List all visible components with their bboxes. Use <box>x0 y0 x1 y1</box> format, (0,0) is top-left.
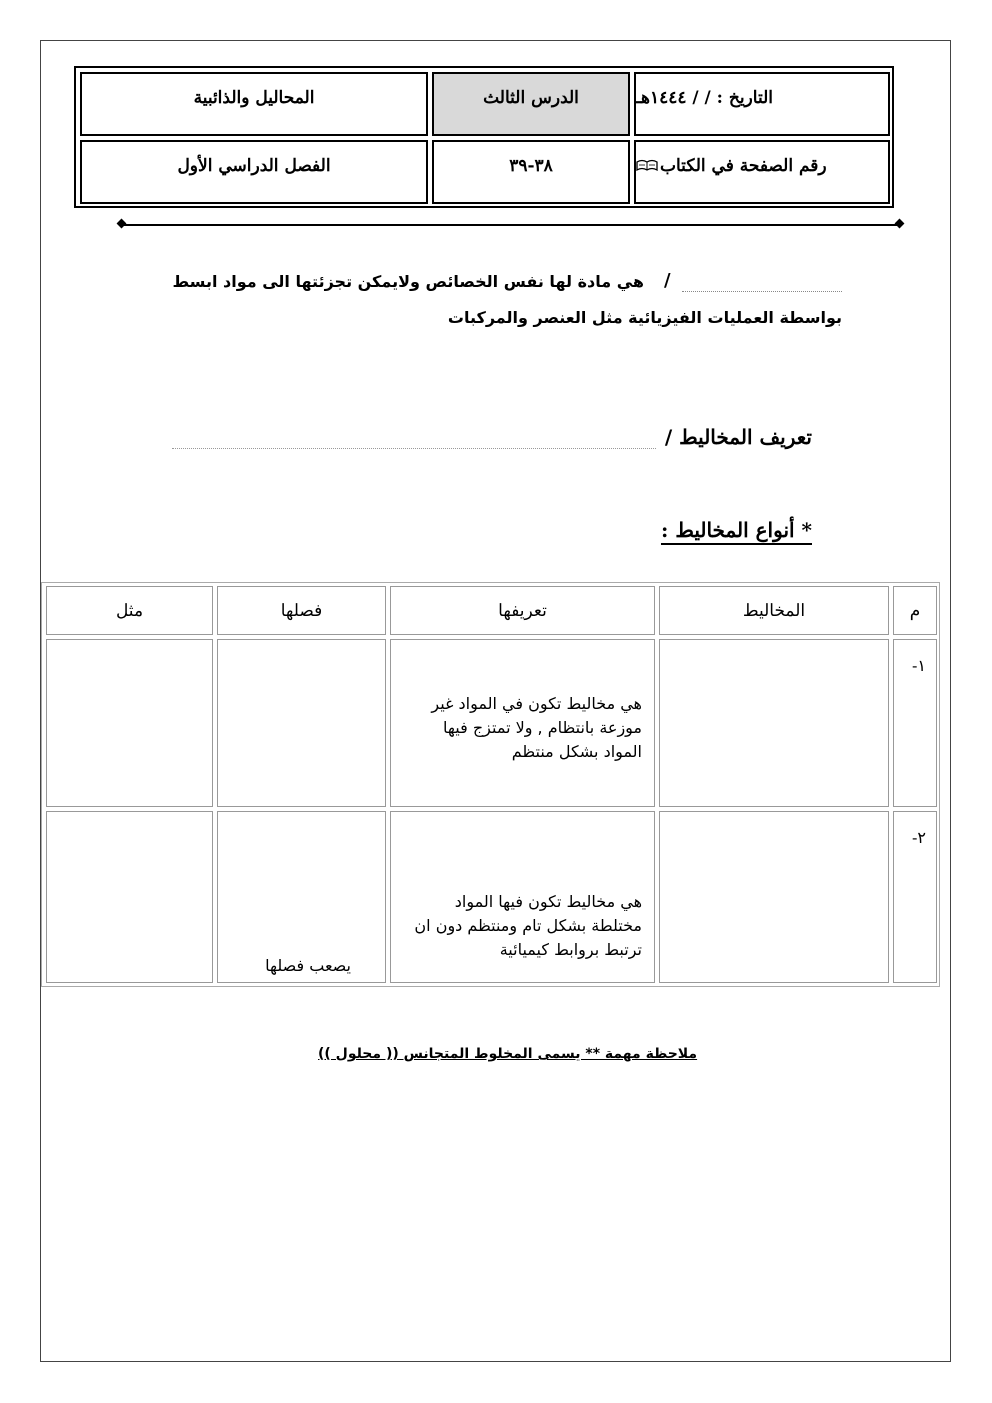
definition-slash: / <box>664 270 671 291</box>
date-label: التاريخ : / / ١٤٤٤هـ <box>636 88 773 108</box>
lesson-label: الدرس الثالث <box>483 88 579 108</box>
mixture-types-title: * أنواع المخاليط : <box>660 518 812 542</box>
row-2-definition-text: هي مخاليط تكون فيها المواد مختلطة بشكل تام ومنتظم دون ان ترتبط بروابط كيميائية <box>414 892 642 959</box>
row-1-mixture <box>659 639 889 807</box>
row-2-example <box>46 811 213 983</box>
row-2-separation <box>217 811 386 983</box>
row-1-definition-text: هي مخاليط تكون في المواد غير موزعة بانتظام , ولا تمتزج فيها المواد بشكل منتظم <box>431 694 642 761</box>
semester: الفصل الدراسي الأول <box>177 156 331 176</box>
header-separation-label: فصلها <box>280 601 323 621</box>
header-table <box>74 66 894 208</box>
semester-cell <box>80 140 428 204</box>
header-example-label: مثل <box>115 601 144 621</box>
page-ref-label: رقم الصفحة في الكتاب <box>660 156 827 176</box>
row-2-separation-value: يصعب فصلها <box>265 956 351 975</box>
book-icon <box>636 156 658 202</box>
row-1-num <box>893 639 937 807</box>
row-1-definition <box>390 639 655 807</box>
mixtures-definition-title: تعريف المخاليط / <box>664 425 812 449</box>
page-range-cell <box>432 140 630 204</box>
header-separation <box>217 586 386 635</box>
header-num <box>893 586 937 635</box>
mixtures-definition-blank <box>172 448 656 449</box>
definition-line-2: بواسطة العمليات الفيزيائية مثل العنصر والمركبات <box>447 308 842 327</box>
mixtures-table <box>41 582 940 987</box>
row-2-definition <box>390 811 655 983</box>
important-note: ملاحظة مهمة ** يسمى المخلوط المتجانس (( محلول )) <box>318 1046 698 1062</box>
row-2-num-label: ٢- <box>912 828 926 847</box>
row-1-example <box>46 639 213 807</box>
header-num-label: م <box>909 601 921 621</box>
definition-blank <box>682 291 842 292</box>
row-1-separation <box>217 639 386 807</box>
row-2-num <box>893 811 937 983</box>
page-ref-cell <box>634 140 890 204</box>
divider-line <box>122 224 900 226</box>
row-2-mixture <box>659 811 889 983</box>
lesson-cell <box>432 72 630 136</box>
date-cell <box>634 72 890 136</box>
header-definition-label: تعريفها <box>498 601 547 621</box>
header-mixtures <box>659 586 889 635</box>
row-1-num-label: ١- <box>912 656 926 675</box>
definition-line-1: هي مادة لها نفس الخصائص ولايمكن تجزئتها الى مواد ابسط <box>172 272 644 291</box>
header-definition <box>390 586 655 635</box>
header-mixtures-label: المخاليط <box>742 601 806 621</box>
lesson-title: المحاليل والذائبية <box>193 88 315 108</box>
page-range: ٣٨-٣٩ <box>509 156 553 176</box>
header-example <box>46 586 213 635</box>
lesson-title-cell <box>80 72 428 136</box>
